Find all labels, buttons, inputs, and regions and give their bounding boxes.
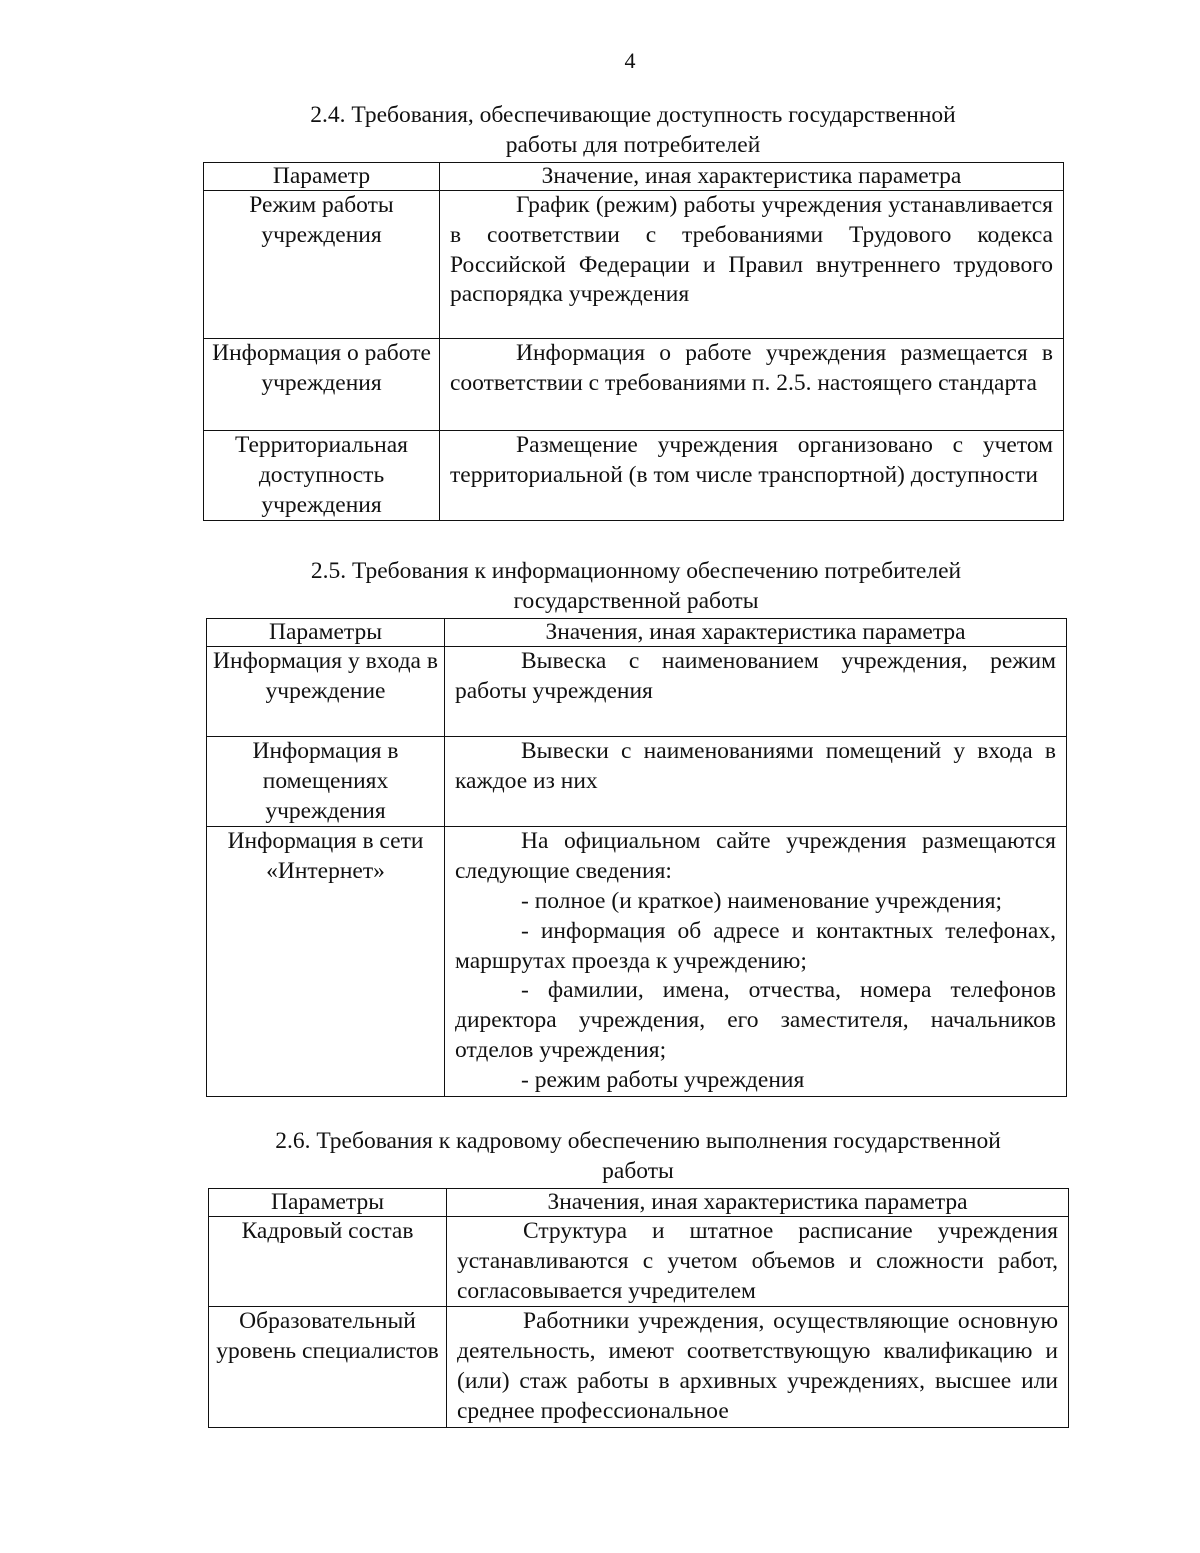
value-paragraph: - информация об адресе и контактных телефонах, маршрутах проезда к учреждению;: [455, 917, 1056, 974]
value-paragraph: Размещение учреждения организовано с учетом территориальной (в том числе транспортной) доступности: [450, 432, 1053, 488]
row-value: [440, 191, 1064, 339]
row-param: Информация о работе учреждения: [204, 339, 440, 431]
requirements-table: [206, 618, 1067, 1097]
header-value: Значения, иная характеристика параметра: [445, 619, 1067, 647]
table-row: [209, 1217, 1069, 1307]
section-title-line: государственной работы: [513, 588, 759, 614]
value-paragraph: Работники учреждения, осуществляющие основную деятельность, имеют соответствующую квалификацию и (или) стаж работы в архивных учреждениях, высшее или среднее профессиональное: [457, 1308, 1058, 1424]
table-row: [204, 339, 1064, 431]
value-paragraph: - режим работы учреждения: [521, 1066, 805, 1093]
row-param: Информация в помещениях учреждения: [207, 737, 445, 827]
row-value: [447, 1217, 1069, 1307]
row-value: [445, 737, 1067, 827]
row-param: Образовательный уровень специалистов: [209, 1307, 447, 1427]
section-title-line: 2.6. Требования к кадровому обеспечению выполнения государственной: [275, 1128, 1001, 1154]
row-value: [447, 1307, 1069, 1427]
section-title-line: 2.4. Требования, обеспечивающие доступность государственной: [310, 102, 956, 128]
header-param: Параметры: [209, 1189, 447, 1217]
value-paragraph: График (режим) работы учреждения устанавливается в соответствии с требованиями Трудового кодекса Российской Федерации и Правил внутреннего трудового распорядка учреждения: [450, 192, 1053, 308]
header-param: Параметр: [204, 163, 440, 191]
table-row: [204, 431, 1064, 521]
page-number: 4: [624, 48, 636, 73]
table-row: [207, 827, 1067, 1096]
section-title: [208, 1126, 1068, 1186]
header-value: Значения, иная характеристика параметра: [447, 1189, 1069, 1217]
row-param: Территориальная доступность учреждения: [204, 431, 440, 521]
section-title: [203, 100, 1063, 160]
value-paragraph: - фамилии, имена, отчества, номера телефонов директора учреждения, его заместителя, начальников отделов учреждения;: [455, 977, 1056, 1063]
value-paragraph: Структура и штатное расписание учреждения устанавливаются с учетом объемов и сложности работ, согласовывается учредителем: [457, 1218, 1058, 1304]
value-paragraph: Вывески с наименованиями помещений у входа в каждое из них: [455, 738, 1056, 794]
section-2-4: [203, 100, 1063, 521]
section-2-6: [208, 1126, 1068, 1428]
section-2-5: [206, 556, 1066, 1097]
row-param: Информация у входа в учреждение: [207, 647, 445, 737]
section-title-line: работы для потребителей: [505, 132, 761, 158]
row-param: Кадровый состав: [209, 1217, 447, 1307]
table-row: [204, 191, 1064, 339]
value-paragraph: Информация о работе учреждения размещается в соответствии с требованиями п. 2.5. настоящего стандарта: [450, 340, 1053, 396]
value-paragraph: - полное (и краткое) наименование учреждения;: [521, 887, 1003, 914]
table-row: [207, 737, 1067, 827]
table-header-row: [209, 1189, 1069, 1217]
value-paragraph: Вывеска с наименованием учреждения, режим работы учреждения: [455, 648, 1056, 704]
section-title-line: работы: [602, 1158, 674, 1184]
table-row: [209, 1307, 1069, 1427]
row-param: Информация в сети «Интернет»: [207, 827, 445, 1096]
table-header-row: [204, 163, 1064, 191]
table-row: [207, 647, 1067, 737]
row-value: [440, 339, 1064, 431]
header-value: Значение, иная характеристика параметра: [440, 163, 1064, 191]
requirements-table: [208, 1188, 1069, 1428]
value-paragraph: На официальном сайте учреждения размещаются следующие сведения:: [455, 828, 1056, 885]
row-value: [445, 647, 1067, 737]
section-title-line: 2.5. Требования к информационному обеспечению потребителей: [310, 558, 962, 584]
row-param: Режим работы учреждения: [204, 191, 440, 339]
row-value: [440, 431, 1064, 521]
table-header-row: [207, 619, 1067, 647]
row-value: [445, 827, 1067, 1096]
header-param: Параметры: [207, 619, 445, 647]
requirements-table: [203, 162, 1064, 521]
section-title: [206, 556, 1066, 616]
